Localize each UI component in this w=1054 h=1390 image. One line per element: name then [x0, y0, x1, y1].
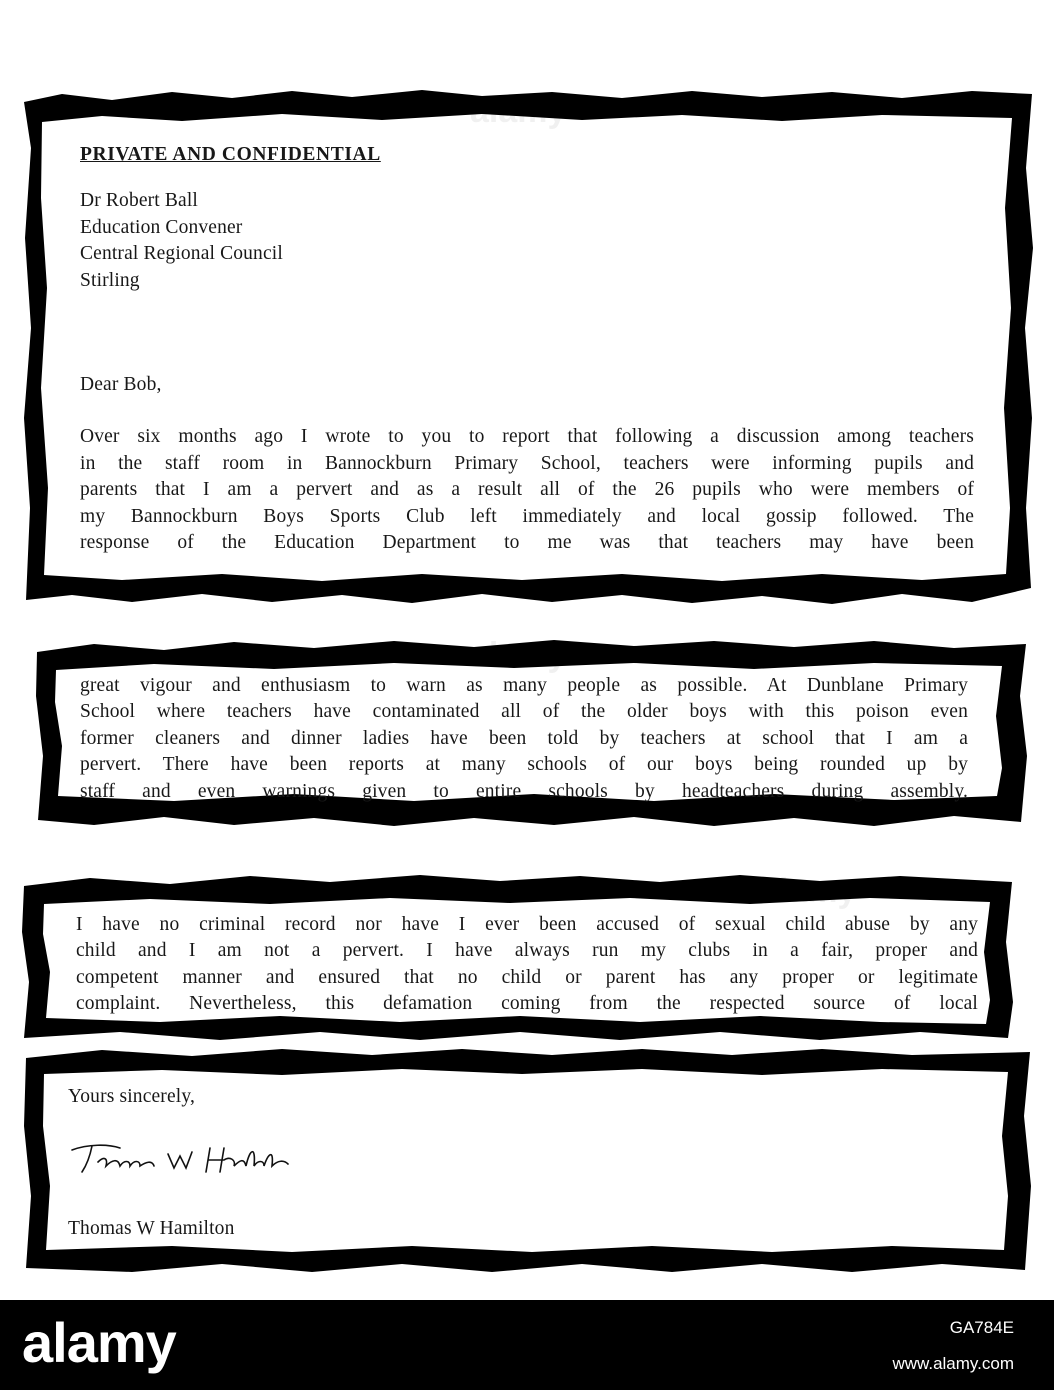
- fragment-1-text: [80, 142, 974, 556]
- letter-fragment-4: [22, 1046, 1032, 1276]
- handwritten-signature: [68, 1138, 298, 1178]
- paragraph-3-line: complaint. Nevertheless, this defamation coming from the respected source of local: [76, 993, 978, 1015]
- paragraph-2-line: former cleaners and dinner ladies have been told by teachers at school that I am a: [80, 727, 968, 749]
- closing: Yours sincerely,: [68, 1086, 195, 1107]
- image-id: GA784E: [949, 1318, 1014, 1337]
- recipient-title: Education Convener: [80, 216, 243, 238]
- paragraph-1-line: in the staff room in Bannockburn Primary School, teachers were informing pupils and: [80, 452, 974, 474]
- alamy-logo: alamy: [22, 1311, 176, 1374]
- paragraph-3-line: competent manner and ensured that no child or parent has any proper or legitimate: [76, 966, 978, 988]
- fragment-4-text: [68, 1084, 668, 1110]
- paragraph-2-line: pervert. There have been reports at many schools of our boys being rounded up by: [80, 754, 968, 776]
- letter-fragment-1: [22, 88, 1034, 606]
- paragraph-3-line: I have no criminal record nor have I ever been accused of sexual child abuse by any: [76, 914, 978, 935]
- letter-fragment-3: [20, 872, 1014, 1044]
- paragraph-3-line: child and I am not a pervert. I have always run my clubs in a fair, proper and: [76, 940, 978, 962]
- recipient-name: Dr Robert Ball: [80, 190, 198, 212]
- watermark: alamy: [470, 92, 567, 130]
- recipient-town: Stirling: [80, 269, 140, 291]
- site-url: www.alamy.com: [892, 1354, 1014, 1373]
- watermark: alamy: [470, 636, 567, 674]
- signature-name: Thomas W Hamilton: [68, 1218, 235, 1239]
- paragraph-2-line: great vigour and enthusiasm to warn as many people as possible. At Dunblane Primary: [80, 675, 968, 696]
- salutation: Dear Bob,: [80, 374, 162, 396]
- signature-block: [68, 1216, 668, 1242]
- paragraph-1-line: my Bannockburn Boys Sports Club left immediately and local gossip followed. The: [80, 505, 974, 527]
- fragment-3-text: [76, 912, 978, 1018]
- letter-heading: PRIVATE AND CONFIDENTIAL: [80, 144, 381, 165]
- paragraph-2-line: staff and even warnings given to entire schools by headteachers during assembly.: [80, 780, 968, 802]
- paragraph-1-line: response of the Education Department to me was that teachers may have been: [80, 532, 974, 554]
- paragraph-1-line: Over six months ago I wrote to you to report that following a discussion among teachers: [80, 426, 974, 448]
- recipient-organisation: Central Regional Council: [80, 243, 283, 265]
- watermark: alamy: [760, 872, 857, 910]
- paragraph-2-line: School where teachers have contaminated all of the older boys with this poison even: [80, 701, 968, 723]
- fragment-2-text: [80, 673, 968, 805]
- paragraph-1-line: parents that I am a pervert and as a result all of the 26 pupils who were members of: [80, 479, 974, 501]
- watermark-footer: [0, 1300, 1054, 1390]
